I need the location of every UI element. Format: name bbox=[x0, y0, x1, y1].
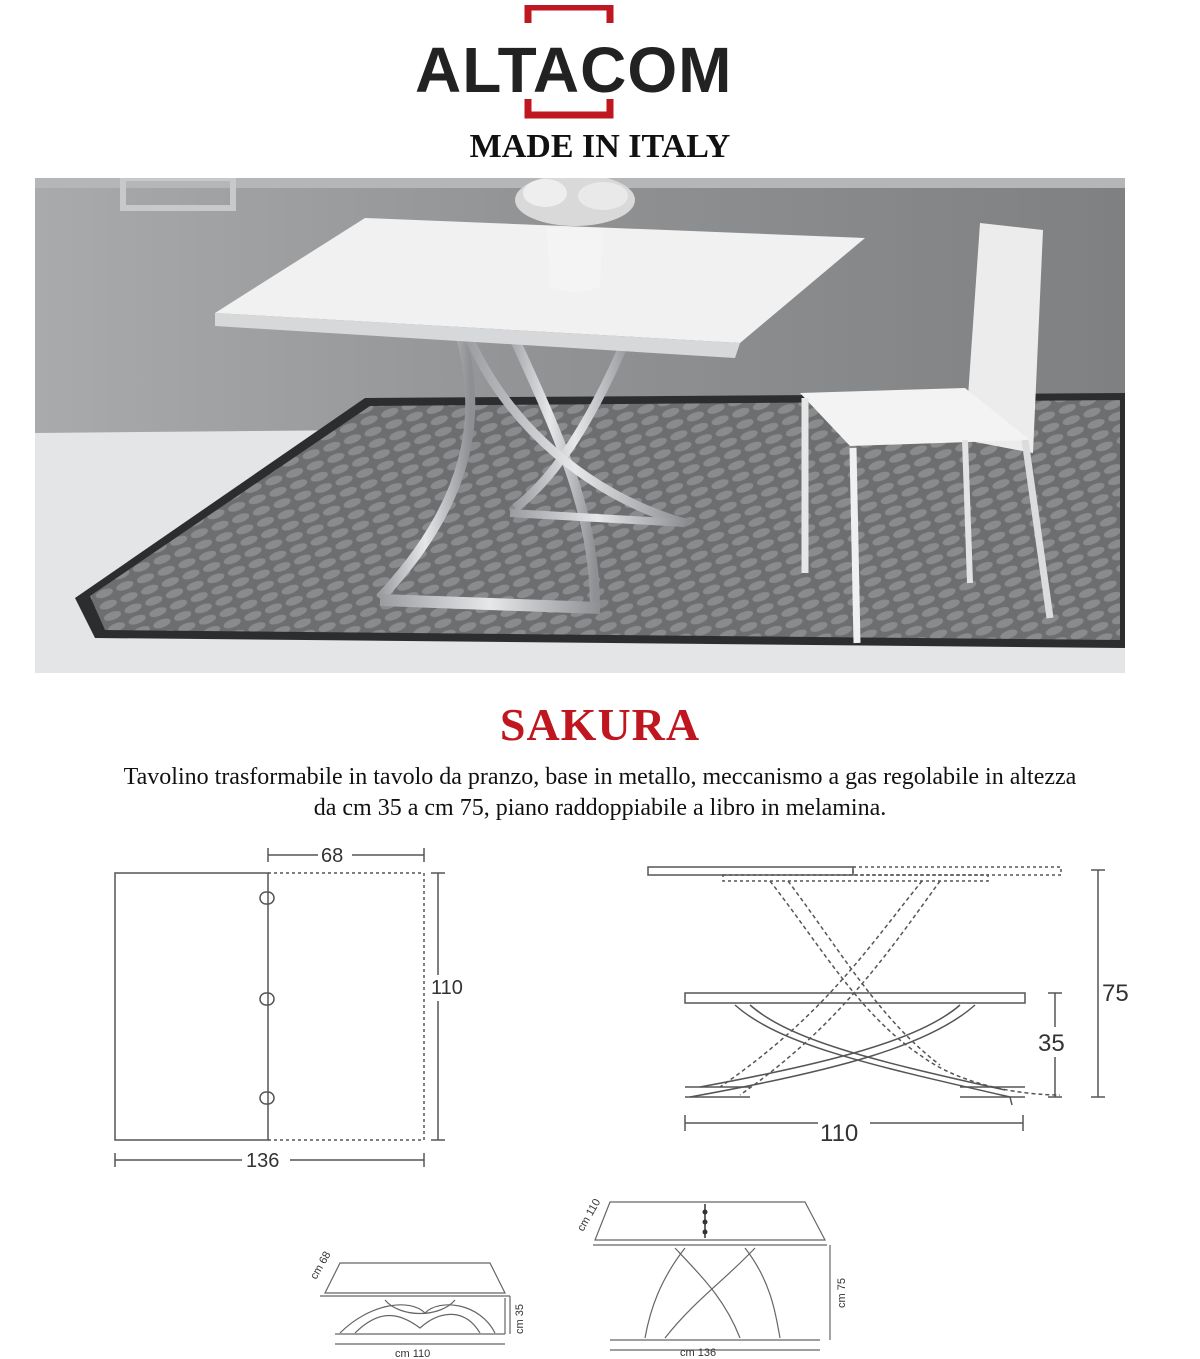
description-line-2: da cm 35 a cm 75, piano raddoppiabile a libro in melamina. bbox=[313, 795, 887, 821]
product-photo bbox=[35, 178, 1125, 673]
top-width-extension-label: 68 bbox=[321, 845, 344, 867]
top-total-length-label: 136 bbox=[246, 1150, 280, 1172]
top-view-diagram bbox=[100, 840, 480, 1180]
side-length-label: 110 bbox=[820, 1120, 859, 1147]
side-max-height-label: 75 bbox=[1102, 980, 1129, 1007]
side-view-diagram bbox=[640, 855, 1140, 1155]
product-title: SAKURA bbox=[499, 699, 701, 750]
side-min-height-label: 35 bbox=[1038, 1030, 1065, 1057]
low-depth-label: cm 68 bbox=[308, 1249, 334, 1282]
high-height-label: cm 75 bbox=[836, 1278, 848, 1308]
high-position-diagram bbox=[565, 1190, 855, 1359]
product-description bbox=[0, 762, 1200, 824]
brand-logo bbox=[415, 5, 745, 120]
low-position-diagram bbox=[300, 1238, 540, 1358]
high-depth-label: cm 110 bbox=[575, 1196, 604, 1234]
top-depth-label: 110 bbox=[431, 977, 463, 999]
description-line-1: Tavolino trasformabile in tavolo da pranzo, base in metallo, meccanismo a gas regolabile in altezza bbox=[123, 764, 1077, 790]
low-length-label: cm 110 bbox=[395, 1348, 431, 1358]
high-length-label: cm 136 bbox=[680, 1347, 717, 1359]
made-in-italy-tagline: MADE IN ITALY bbox=[469, 128, 731, 165]
low-height-label: cm 35 bbox=[514, 1304, 526, 1334]
brand-name: ALTACOM bbox=[415, 34, 733, 106]
